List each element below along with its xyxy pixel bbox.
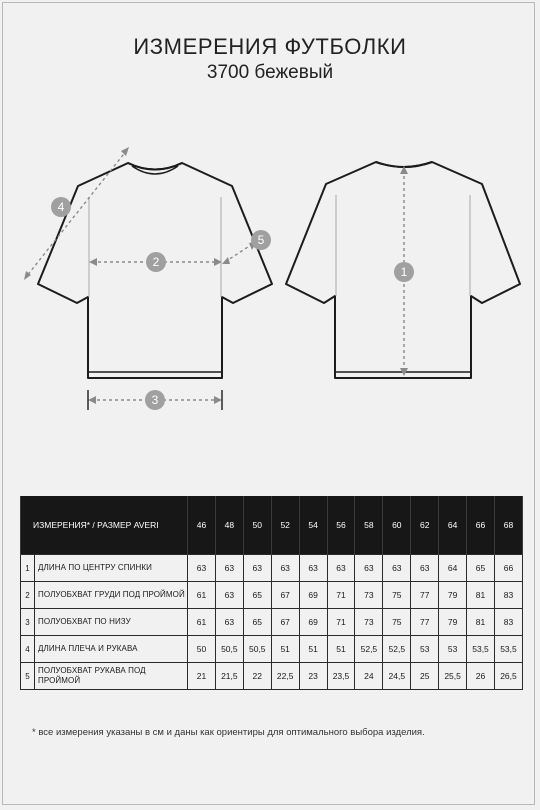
size-header: 62 bbox=[411, 496, 439, 555]
footnote: * все измерения указаны в см и даны как ориентиры для оптимального выбора изделия. bbox=[32, 727, 425, 738]
table-cell: 63 bbox=[355, 555, 383, 582]
marker-3 bbox=[145, 390, 165, 410]
table-cell: 66 bbox=[494, 555, 522, 582]
marker-3-label: 3 bbox=[151, 393, 159, 407]
size-header: 48 bbox=[215, 496, 243, 555]
size-header: 60 bbox=[383, 496, 411, 555]
table-cell: 71 bbox=[327, 582, 355, 609]
table-cell: 51 bbox=[299, 636, 327, 663]
marker-4-label: 4 bbox=[57, 200, 65, 214]
table-cell: 77 bbox=[411, 609, 439, 636]
row-label: ДЛИНА ПЛЕЧА И РУКАВА bbox=[35, 636, 188, 663]
size-table bbox=[20, 496, 523, 690]
table-cell: 73 bbox=[355, 609, 383, 636]
row-number: 5 bbox=[21, 663, 35, 690]
row-number: 1 bbox=[21, 555, 35, 582]
table-cell: 21,5 bbox=[215, 663, 243, 690]
marker-5 bbox=[251, 230, 271, 250]
table-row bbox=[21, 555, 523, 582]
table-cell: 63 bbox=[383, 555, 411, 582]
table-cell: 71 bbox=[327, 609, 355, 636]
table-cell: 63 bbox=[215, 555, 243, 582]
marker-2 bbox=[146, 252, 166, 272]
table-cell: 77 bbox=[411, 582, 439, 609]
table-cell: 22,5 bbox=[271, 663, 299, 690]
page-title: ИЗМЕРЕНИЯ ФУТБОЛКИ bbox=[133, 34, 407, 59]
table-cell: 26,5 bbox=[494, 663, 522, 690]
table-cell: 65 bbox=[467, 555, 495, 582]
table-cell: 25 bbox=[411, 663, 439, 690]
table-cell: 81 bbox=[467, 582, 495, 609]
table-cell: 65 bbox=[243, 582, 271, 609]
size-table-header bbox=[21, 496, 523, 555]
table-cell: 61 bbox=[188, 582, 216, 609]
table-cell: 79 bbox=[439, 582, 467, 609]
row-label: ПОЛУОБХВАТ РУКАВА ПОД ПРОЙМОЙ bbox=[35, 663, 188, 690]
table-cell: 50 bbox=[188, 636, 216, 663]
table-cell: 50,5 bbox=[215, 636, 243, 663]
table-row bbox=[21, 663, 523, 690]
table-cell: 79 bbox=[439, 609, 467, 636]
table-cell: 26 bbox=[467, 663, 495, 690]
table-cell: 63 bbox=[215, 582, 243, 609]
size-header: 58 bbox=[355, 496, 383, 555]
size-header: 64 bbox=[439, 496, 467, 555]
table-cell: 83 bbox=[494, 609, 522, 636]
table-cell: 50,5 bbox=[243, 636, 271, 663]
size-header: 54 bbox=[299, 496, 327, 555]
table-cell: 63 bbox=[299, 555, 327, 582]
table-cell: 65 bbox=[243, 609, 271, 636]
table-cell: 52,5 bbox=[383, 636, 411, 663]
page-subtitle: 3700 бежевый bbox=[206, 62, 334, 83]
marker-4 bbox=[51, 197, 71, 217]
row-label: ПОЛУОБХВАТ ПО НИЗУ bbox=[35, 609, 188, 636]
table-cell: 63 bbox=[243, 555, 271, 582]
table-cell: 83 bbox=[494, 582, 522, 609]
row-label: ПОЛУОБХВАТ ГРУДИ ПОД ПРОЙМОЙ bbox=[35, 582, 188, 609]
table-cell: 75 bbox=[383, 582, 411, 609]
marker-5-label: 5 bbox=[257, 233, 265, 247]
row-number: 3 bbox=[21, 609, 35, 636]
table-cell: 24 bbox=[355, 663, 383, 690]
table-cell: 22 bbox=[243, 663, 271, 690]
table-cell: 24,5 bbox=[383, 663, 411, 690]
table-cell: 21 bbox=[188, 663, 216, 690]
marker-1-label: 1 bbox=[400, 265, 408, 279]
row-number: 4 bbox=[21, 636, 35, 663]
table-cell: 23 bbox=[299, 663, 327, 690]
table-cell: 75 bbox=[383, 609, 411, 636]
table-cell: 61 bbox=[188, 609, 216, 636]
table-cell: 63 bbox=[215, 609, 243, 636]
table-cell: 53,5 bbox=[467, 636, 495, 663]
table-row bbox=[21, 609, 523, 636]
table-cell: 53 bbox=[439, 636, 467, 663]
table-cell: 51 bbox=[327, 636, 355, 663]
header-label: ИЗМЕРЕНИЯ* / РАЗМЕР AVERI bbox=[21, 496, 188, 555]
table-cell: 63 bbox=[411, 555, 439, 582]
table-row bbox=[21, 582, 523, 609]
table-cell: 23,5 bbox=[327, 663, 355, 690]
table-cell: 67 bbox=[271, 582, 299, 609]
size-header: 66 bbox=[467, 496, 495, 555]
size-header: 56 bbox=[327, 496, 355, 555]
table-cell: 25,5 bbox=[439, 663, 467, 690]
table-cell: 63 bbox=[271, 555, 299, 582]
marker-1 bbox=[394, 262, 414, 282]
row-number: 2 bbox=[21, 582, 35, 609]
table-cell: 53 bbox=[411, 636, 439, 663]
marker-2-label: 2 bbox=[152, 255, 160, 269]
row-label: ДЛИНА ПО ЦЕНТРУ СПИНКИ bbox=[35, 555, 188, 582]
table-cell: 52,5 bbox=[355, 636, 383, 663]
table-cell: 51 bbox=[271, 636, 299, 663]
size-header: 68 bbox=[494, 496, 522, 555]
table-cell: 63 bbox=[327, 555, 355, 582]
table-cell: 53,5 bbox=[494, 636, 522, 663]
table-cell: 69 bbox=[299, 609, 327, 636]
size-header: 46 bbox=[188, 496, 216, 555]
table-cell: 69 bbox=[299, 582, 327, 609]
table-cell: 81 bbox=[467, 609, 495, 636]
table-cell: 63 bbox=[188, 555, 216, 582]
size-header: 52 bbox=[271, 496, 299, 555]
table-cell: 67 bbox=[271, 609, 299, 636]
size-header: 50 bbox=[243, 496, 271, 555]
table-cell: 73 bbox=[355, 582, 383, 609]
table-row bbox=[21, 636, 523, 663]
table-cell: 64 bbox=[439, 555, 467, 582]
